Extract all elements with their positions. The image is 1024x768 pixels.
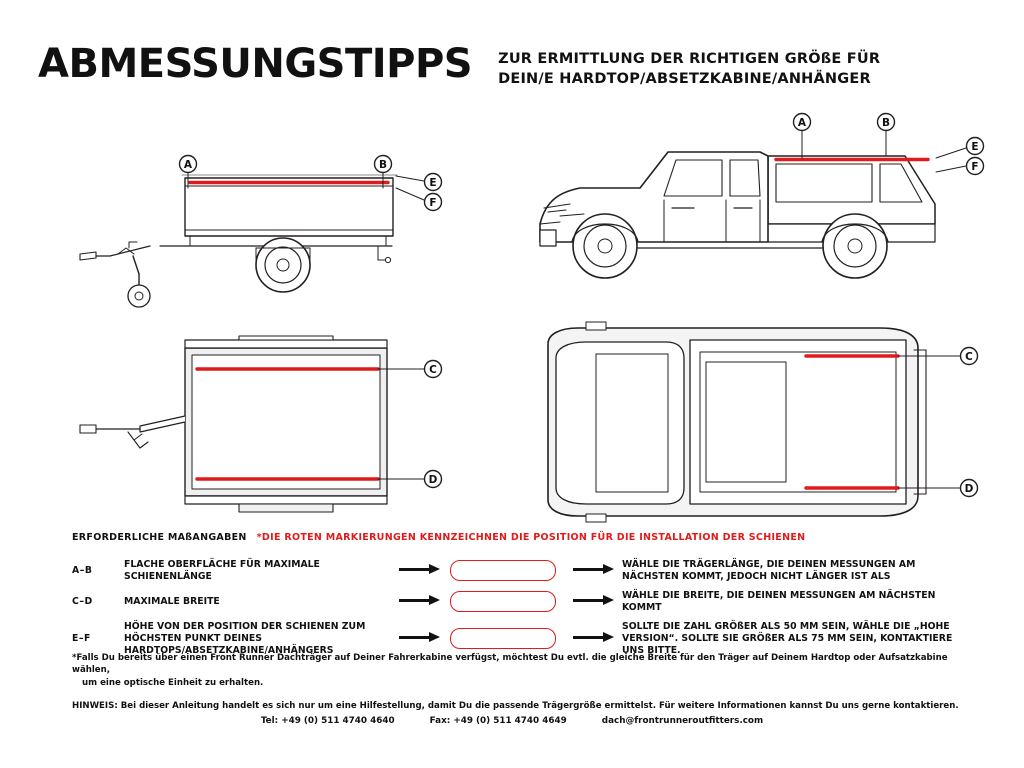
trailer-side-view bbox=[80, 175, 397, 307]
callout-a-label: A bbox=[183, 158, 193, 171]
footnote-2: HINWEIS: Bei dieser Anleitung handelt es sich nur um eine Hilfestellung, damit Du die passende Trägergröße ermittelst. Für weitere Informationen kannst Du uns gerne kontaktieren. bbox=[72, 701, 959, 712]
footnote-1-line1: *Falls Du bereits über einen Front Runner Dachträger auf Deiner Fahrerkabine verfügst, möchtest Du evtl. die gleiche Breite für den Träger auf Deinem Hardtop oder Aufsatzkabine wählen, bbox=[72, 653, 948, 676]
row-code: A–B bbox=[72, 564, 93, 576]
measurement-input-cd[interactable] bbox=[450, 591, 556, 612]
row-code: E–F bbox=[72, 633, 91, 645]
callout-a-truck-side bbox=[794, 114, 811, 131]
callout-e-trailer-side bbox=[425, 174, 442, 191]
trailer-top-view bbox=[80, 336, 387, 512]
arrow-icon bbox=[392, 555, 450, 586]
row-input-cell[interactable] bbox=[450, 586, 568, 617]
legend-header bbox=[72, 532, 962, 543]
callout-f-label-truck: F bbox=[971, 160, 979, 173]
callout-e-truck-side bbox=[967, 138, 984, 155]
truck-top-view bbox=[548, 322, 926, 522]
callout-b-label-truck: B bbox=[881, 116, 891, 129]
contact-tel: Tel: +49 (0) 511 4740 4640 bbox=[260, 716, 395, 726]
contact-fax: Fax: +49 (0) 511 4740 4649 bbox=[429, 716, 567, 726]
callout-d-truck-top bbox=[961, 480, 978, 497]
arrow-icon bbox=[392, 586, 450, 617]
technical-drawings bbox=[0, 96, 1024, 526]
measurement-input-ef[interactable] bbox=[450, 628, 556, 649]
callout-c-label: C bbox=[429, 363, 437, 376]
callout-c-label-truck: C bbox=[965, 350, 973, 363]
callout-e-label-truck: E bbox=[971, 140, 979, 153]
table-row bbox=[72, 555, 962, 586]
footnotes bbox=[72, 652, 972, 724]
page-title: ABMESSUNGSTIPPS bbox=[38, 41, 473, 87]
contact-bar bbox=[0, 716, 1024, 726]
truck-side-view bbox=[540, 152, 935, 278]
arrow-icon bbox=[568, 555, 622, 586]
callout-e-label: E bbox=[429, 176, 437, 189]
callout-f-label: F bbox=[429, 196, 437, 209]
callout-b-truck-side bbox=[878, 114, 895, 131]
callout-f-truck-side bbox=[967, 158, 984, 175]
footnote-1 bbox=[72, 652, 972, 689]
callout-d-label-truck: D bbox=[964, 482, 974, 495]
callout-d-label: D bbox=[428, 473, 438, 486]
callout-d-trailer-top bbox=[425, 471, 442, 488]
row-result: WÄHLE DIE TRÄGERLÄNGE, DIE DEINEN MESSUNGEN AM NÄCHSTEN KOMMT, JEDOCH NICHT LÄNGER IST ALS bbox=[622, 559, 916, 582]
row-result: WÄHLE DIE BREITE, DIE DEINEN MESSUNGEN AM NÄCHSTEN KOMMT bbox=[622, 590, 936, 613]
page-subtitle-line1: ZUR ERMITTLUNG DER RICHTIGEN GRÖßE FÜR bbox=[498, 51, 881, 67]
row-input-cell[interactable] bbox=[450, 555, 568, 586]
measurement-table bbox=[72, 555, 962, 660]
row-description: FLACHE OBERFLÄCHE FÜR MAXIMALE SCHIENENLÄNGE bbox=[124, 559, 320, 582]
contact-email[interactable]: dach@frontrunneroutfitters.com bbox=[601, 716, 764, 726]
callout-c-trailer-top bbox=[425, 361, 442, 378]
callout-b-trailer-side bbox=[375, 156, 392, 173]
row-description: HÖHE VON DER POSITION DER SCHIENEN ZUM HÖCHSTEN PUNKT DEINES HARDTOPS/ABSETZKABINE/ANHÄNGERS bbox=[124, 621, 366, 656]
measurement-legend bbox=[72, 532, 962, 660]
drawings-svg bbox=[0, 96, 1024, 526]
footnote-1-line2: um eine optische Einheit zu erhalten. bbox=[82, 677, 264, 688]
arrow-icon bbox=[568, 586, 622, 617]
callout-a-label-truck: A bbox=[797, 116, 807, 129]
page-subtitle bbox=[498, 44, 880, 89]
row-description: MAXIMALE BREITE bbox=[124, 596, 220, 608]
measurement-input-ab[interactable] bbox=[450, 560, 556, 581]
callout-c-truck-top bbox=[961, 348, 978, 365]
legend-heading: ERFORDERLICHE MAßANGABEN bbox=[72, 532, 247, 543]
callout-b-label: B bbox=[378, 158, 388, 171]
page-subtitle-line2: DEIN/E HARDTOP/ABSETZKABINE/ANHÄNGER bbox=[498, 70, 871, 87]
callout-f-trailer-side bbox=[425, 194, 442, 211]
legend-red-note: *DIE ROTEN MARKIERUNGEN KENNZEICHNEN DIE POSITION FÜR DIE INSTALLATION DER SCHIENEN bbox=[256, 532, 806, 543]
row-code: C–D bbox=[72, 596, 93, 608]
row-result: SOLLTE DIE ZAHL GRÖßER ALS 50 MM SEIN, WÄHLE DIE „HOHE VERSION“. SOLLTE SIE GRÖßER ALS 75 MM SEIN, KONTAKTIERE UNS BITTE. bbox=[622, 621, 953, 656]
table-row bbox=[72, 586, 962, 617]
page-header bbox=[38, 41, 986, 89]
callout-a-trailer-side bbox=[180, 156, 197, 173]
